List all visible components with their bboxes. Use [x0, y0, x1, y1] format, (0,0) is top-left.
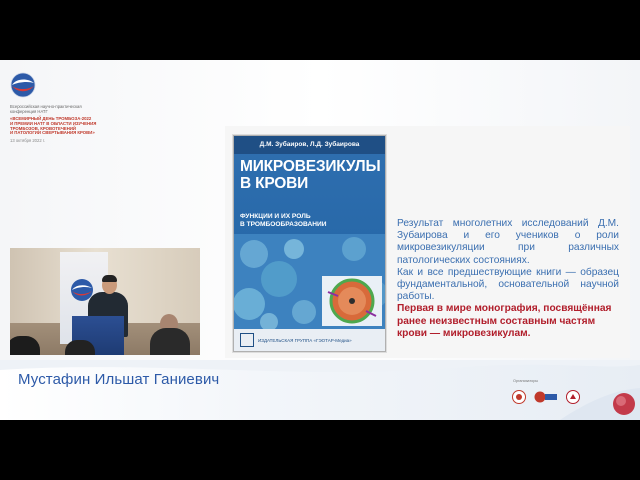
lower-third — [0, 360, 640, 420]
org-logo-icon — [566, 390, 580, 404]
speaker-video — [10, 248, 200, 355]
book-authors: Д.М. Зубаиров, Л.Д. Зубаирова — [234, 136, 385, 154]
audience-member — [150, 328, 190, 355]
slide-text — [397, 218, 619, 340]
speaker-hair — [102, 275, 117, 282]
conference-line1: Всероссийская научно-практическая — [10, 104, 82, 109]
book-cover — [233, 135, 386, 352]
audience-member — [65, 340, 95, 355]
book-title-line: МИКРОВЕЗИКУЛЫ — [240, 158, 381, 175]
publisher-label: ИЗДАТЕЛЬСКАЯ ГРУППА «ГЭОТАР-Медиа» — [258, 337, 352, 343]
slide-content — [225, 126, 630, 358]
org-logo-icon — [512, 390, 526, 404]
organizers-label: Организаторы — [513, 379, 539, 383]
book-subtitle — [240, 213, 375, 229]
conference-title-line: И ПАТОЛОГИИ СВЕРТЫВАНИЯ КРОВИ» — [10, 130, 95, 136]
conference-title-line: ТРОМБОЗОВ, КРОВОТЕЧЕНИЙ — [10, 125, 77, 131]
book-publisher — [234, 329, 385, 351]
book-subtitle-line: В ТРОМБООБРАЗОВАНИИ — [240, 221, 327, 228]
book-subtitle-line: ФУНКЦИИ И ИХ РОЛЬ — [240, 213, 311, 220]
conference-info — [10, 105, 150, 144]
slide-highlight: Первая в мире монография, посвящённая ранее неизвестным составным частям крови — микровезикулам. — [397, 303, 612, 339]
org-logo-icon — [534, 390, 558, 404]
speaker-name: Мустафин Ильшат Ганиевич — [18, 371, 220, 388]
slide-paragraph: Как и все предшествующие книги — образец фундаментальной, основательной научной работы. — [397, 266, 619, 303]
audience-member — [10, 336, 40, 355]
conference-line1b: конференция НАТГ — [10, 108, 48, 114]
book-title — [240, 158, 380, 192]
conference-title-line: И ПРЕМИИ НАТГ В ОБЛАСТИ ИЗУЧЕНИЯ — [10, 120, 97, 126]
slide-paragraph: Результат многолетних исследований Д.М. Зубаирова и его учеников о роли микровезикуляции при различных патологических состояниях. — [397, 218, 619, 266]
publisher-logo-icon — [240, 333, 254, 347]
book-cover-illustration — [234, 234, 385, 329]
conference-date: 13 октября 2022 г. — [10, 138, 45, 144]
book-title-line: В КРОВИ — [240, 175, 309, 192]
conference-title — [10, 117, 150, 137]
corner-logo-icon — [612, 392, 636, 416]
conference-title-line: «ВСЕМИРНЫЙ ДЕНЬ ТРОМБОЗА-2022 — [10, 115, 92, 121]
conference-logo-icon — [10, 72, 36, 98]
video-frame — [0, 60, 640, 420]
organizers-logos — [512, 390, 580, 404]
